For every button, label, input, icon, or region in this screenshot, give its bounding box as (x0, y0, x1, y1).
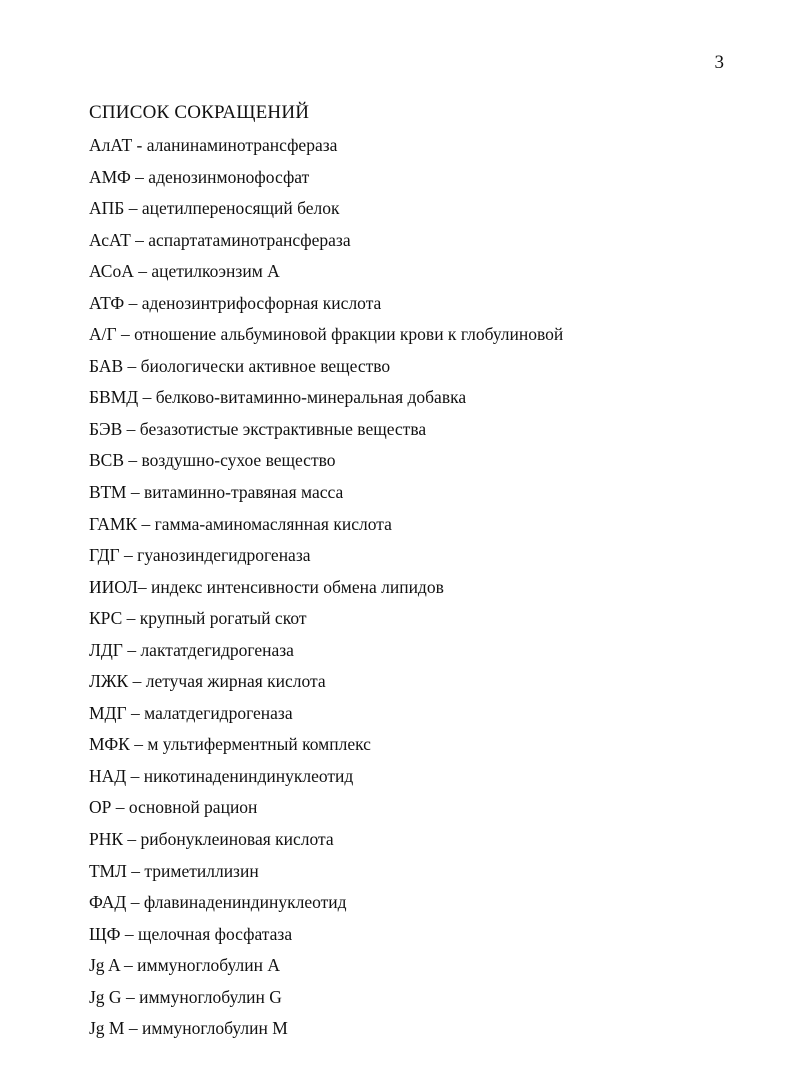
abbreviation-separator: – (122, 418, 140, 439)
abbreviation-definition: малатдегидрогеназа (144, 702, 293, 723)
abbreviation-entry (89, 354, 769, 386)
abbreviation-term: ВСВ (89, 450, 125, 471)
abbreviation-entry (89, 1016, 769, 1048)
abbreviation-definition: гуанозиндегидрогеназа (137, 545, 311, 566)
abbreviation-definition: гамма-аминомаслянная кислота (154, 513, 392, 534)
abbreviation-definition: летучая жирная кислота (145, 671, 326, 692)
abbreviation-separator: – (122, 608, 140, 629)
abbreviation-definition: биологически активное вещество (140, 355, 391, 376)
abbreviation-term: РНК (89, 829, 124, 850)
abbreviation-term: БЭВ (89, 418, 123, 439)
abbreviation-entry (89, 953, 769, 985)
abbreviation-separator: – (122, 639, 141, 660)
abbreviation-separator: – (126, 765, 144, 786)
abbreviation-separator: – (119, 955, 138, 976)
abbreviation-separator: – (116, 324, 135, 345)
abbreviation-entry (89, 543, 769, 575)
abbreviation-entry (89, 417, 769, 449)
abbreviation-term: Jg A (89, 955, 120, 976)
abbreviation-definition: ацетилкоэнзим А (151, 261, 280, 282)
abbreviation-entry (89, 480, 769, 512)
abbreviation-list (89, 133, 769, 1048)
abbreviation-term: БВМД (89, 387, 139, 408)
abbreviation-definition: аспартатаминотрансфераза (148, 229, 351, 250)
abbreviation-separator: – (130, 229, 149, 250)
abbreviation-entry (89, 922, 769, 954)
abbreviation-separator: – (129, 734, 148, 755)
abbreviation-term: АМФ (89, 166, 131, 187)
abbreviation-entry (89, 291, 769, 323)
abbreviation-term: ЩФ (89, 923, 121, 944)
abbreviation-term: МФК (89, 734, 130, 755)
abbreviation-term: БАВ (89, 355, 124, 376)
abbreviation-definition: безазотистые экстрактивные вещества (139, 418, 427, 439)
abbreviation-term: ВТМ (89, 482, 127, 503)
abbreviation-term: ГАМК (89, 513, 138, 534)
abbreviation-separator: – (124, 450, 142, 471)
abbreviation-term: А/Г (89, 324, 117, 345)
abbreviation-separator: – (121, 986, 140, 1007)
abbreviation-term: АлАТ (89, 135, 133, 155)
abbreviation-separator: – (126, 702, 145, 723)
abbreviation-separator: – (124, 292, 142, 313)
abbreviation-separator: – (119, 545, 138, 566)
abbreviation-definition: никотинадениндинуклеотид (143, 765, 354, 786)
abbreviation-separator: – (111, 797, 129, 818)
abbreviation-separator: – (123, 829, 141, 850)
abbreviation-definition: ацетилпереносящий белок (141, 198, 340, 219)
abbreviation-definition: аденозинмонофосфат (148, 166, 310, 187)
abbreviation-separator: – (120, 923, 138, 944)
abbreviation-definition: м ультиферментный комплекс (147, 734, 371, 755)
abbreviation-term: Jg M (89, 1018, 125, 1039)
abbreviation-entry (89, 322, 769, 354)
abbreviation-entry (89, 701, 769, 733)
abbreviation-entry (89, 448, 769, 480)
abbreviation-entry (89, 385, 769, 417)
abbreviation-term: АСоА (89, 261, 134, 282)
abbreviation-definition: крупный рогатый скот (139, 608, 307, 629)
abbreviation-entry (89, 890, 769, 922)
abbreviation-definition: отношение альбуминовой фракции крови к глобулиновой (134, 324, 564, 345)
abbreviation-term: АсАТ (89, 229, 131, 250)
abbreviation-term: ФАД (89, 892, 127, 913)
abbreviation-definition: лактатдегидрогеназа (140, 639, 294, 660)
abbreviation-entry (89, 638, 769, 670)
abbreviation-entry (89, 795, 769, 827)
abbreviation-entry (89, 606, 769, 638)
abbreviation-entry (89, 259, 769, 291)
abbreviation-definition: иммуноглобулин М (142, 1018, 288, 1039)
abbreviation-separator: – (126, 892, 144, 913)
abbreviation-entry (89, 165, 769, 197)
abbreviation-definition: флавинадениндинуклеотид (143, 892, 347, 913)
abbreviation-entry (89, 133, 769, 165)
abbreviation-definition: иммуноглобулин А (137, 955, 281, 976)
abbreviation-separator: - (132, 135, 147, 155)
abbreviation-entry (89, 575, 769, 607)
abbreviation-term: АПБ (89, 198, 125, 219)
abbreviation-entry (89, 859, 769, 891)
abbreviation-term: ГДГ (89, 545, 120, 566)
page-title: СПИСОК СОКРАЩЕНИЙ (89, 102, 310, 123)
abbreviation-separator: – (137, 513, 155, 534)
abbreviation-separator: – (128, 671, 146, 692)
abbreviation-term: АТФ (89, 292, 125, 313)
abbreviation-definition: индекс интенсивности обмена липидов (151, 576, 444, 597)
page-number: 3 (714, 52, 724, 73)
abbreviation-term: ТМЛ (89, 860, 127, 881)
abbreviation-separator: – (123, 355, 141, 376)
abbreviation-definition: аланинаминотрансфераза (146, 135, 338, 155)
abbreviation-definition: рибонуклеиновая кислота (140, 829, 334, 850)
abbreviation-definition: щелочная фосфатаза (137, 923, 293, 944)
abbreviation-term: ЛДГ (89, 639, 123, 660)
abbreviation-definition: аденозинтрифосфорная кислота (141, 292, 382, 313)
abbreviation-separator: – (124, 1018, 142, 1039)
abbreviation-entry (89, 985, 769, 1017)
abbreviation-term: Jg G (89, 986, 122, 1007)
abbreviation-term: МДГ (89, 702, 127, 723)
abbreviation-definition: триметиллизин (144, 860, 259, 881)
abbreviation-entry (89, 764, 769, 796)
abbreviation-separator: – (137, 576, 152, 597)
abbreviation-term: ЛЖК (89, 671, 129, 692)
abbreviation-definition: белково-витаминно-минеральная добавка (155, 387, 467, 408)
abbreviation-definition: воздушно-сухое вещество (141, 450, 336, 471)
abbreviation-term: ИИОЛ (89, 576, 138, 597)
abbreviation-term: ОР (89, 797, 112, 818)
abbreviation-separator: – (124, 198, 142, 219)
abbreviation-entry (89, 196, 769, 228)
abbreviation-separator: – (126, 482, 144, 503)
abbreviation-separator: – (130, 166, 149, 187)
abbreviation-term: НАД (89, 765, 127, 786)
abbreviation-separator: – (138, 387, 156, 408)
abbreviation-definition: иммуноглобулин G (139, 986, 282, 1007)
abbreviation-definition: основной рацион (128, 797, 258, 818)
abbreviation-entry (89, 669, 769, 701)
abbreviation-separator: – (126, 860, 145, 881)
abbreviation-definition: витаминно-травяная масса (143, 482, 344, 503)
abbreviation-entry (89, 827, 769, 859)
abbreviation-entry (89, 512, 769, 544)
abbreviation-entry (89, 732, 769, 764)
abbreviation-entry (89, 228, 769, 260)
abbreviation-separator: – (133, 261, 152, 282)
abbreviation-term: КРС (89, 608, 123, 629)
